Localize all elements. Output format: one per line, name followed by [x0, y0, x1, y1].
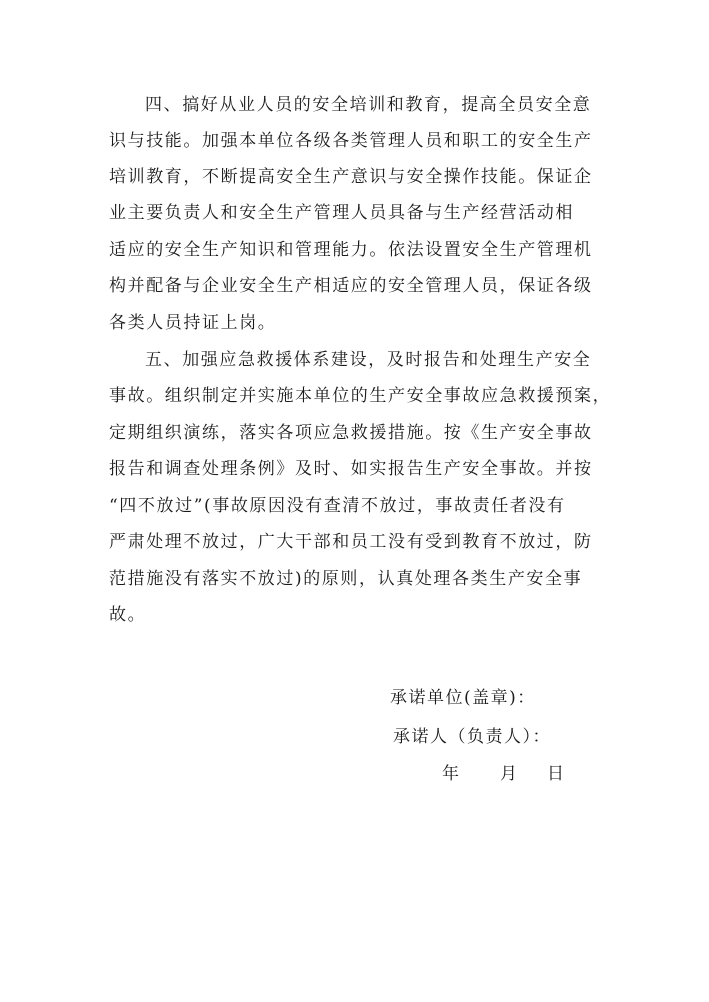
year-label: 年 [442, 764, 461, 784]
paragraph-line: 事故。组织制定并实施本单位的生产安全事故应急救援预案， [109, 386, 612, 406]
commitment-person-label: 承诺人（负责人）： [393, 727, 551, 747]
paragraph-line: 各类人员持证上岗。 [109, 313, 277, 333]
paragraph-line: 报告和调查处理条例》及时、如实报告生产安全事故。并按 [109, 459, 593, 479]
paragraph-line: 五、加强应急救援体系建设，及时报告和处理生产安全 [145, 350, 592, 370]
paragraph-line: 严肃处理不放过，广大干部和员工没有受到教育不放过，防 [109, 532, 593, 552]
commitment-unit-label: 承诺单位(盖章)： [390, 688, 536, 708]
paragraph-line: 范措施没有落实不放过)的原则，认真处理各类生产安全事 [109, 569, 583, 589]
paragraph-line: “四不放过”(事故原因没有查清不放过，事故责任者没有 [109, 496, 566, 516]
paragraph-line: 识与技能。加强本单位各级各类管理人员和职工的安全生产 [109, 131, 593, 151]
paragraph-line: 适应的安全生产知识和管理能力。依法设置安全生产管理机 [109, 240, 593, 260]
paragraph-line: 故。 [109, 605, 147, 625]
month-label: 月 [500, 764, 519, 784]
day-label: 日 [547, 764, 566, 784]
paragraph-line: 四、搞好从业人员的安全培训和教育，提高全员安全意 [145, 95, 592, 115]
paragraph-line: 培训教育，不断提高安全生产意识与安全操作技能。保证企 [109, 167, 593, 187]
paragraph-line: 定期组织演练，落实各项应急救援措施。按《生产安全事故 [109, 423, 593, 443]
paragraph-line: 构并配备与企业安全生产相适应的安全管理人员，保证各级 [109, 276, 593, 296]
paragraph-line: 业主要负责人和安全生产管理人员具备与生产经营活动相 [109, 203, 574, 223]
